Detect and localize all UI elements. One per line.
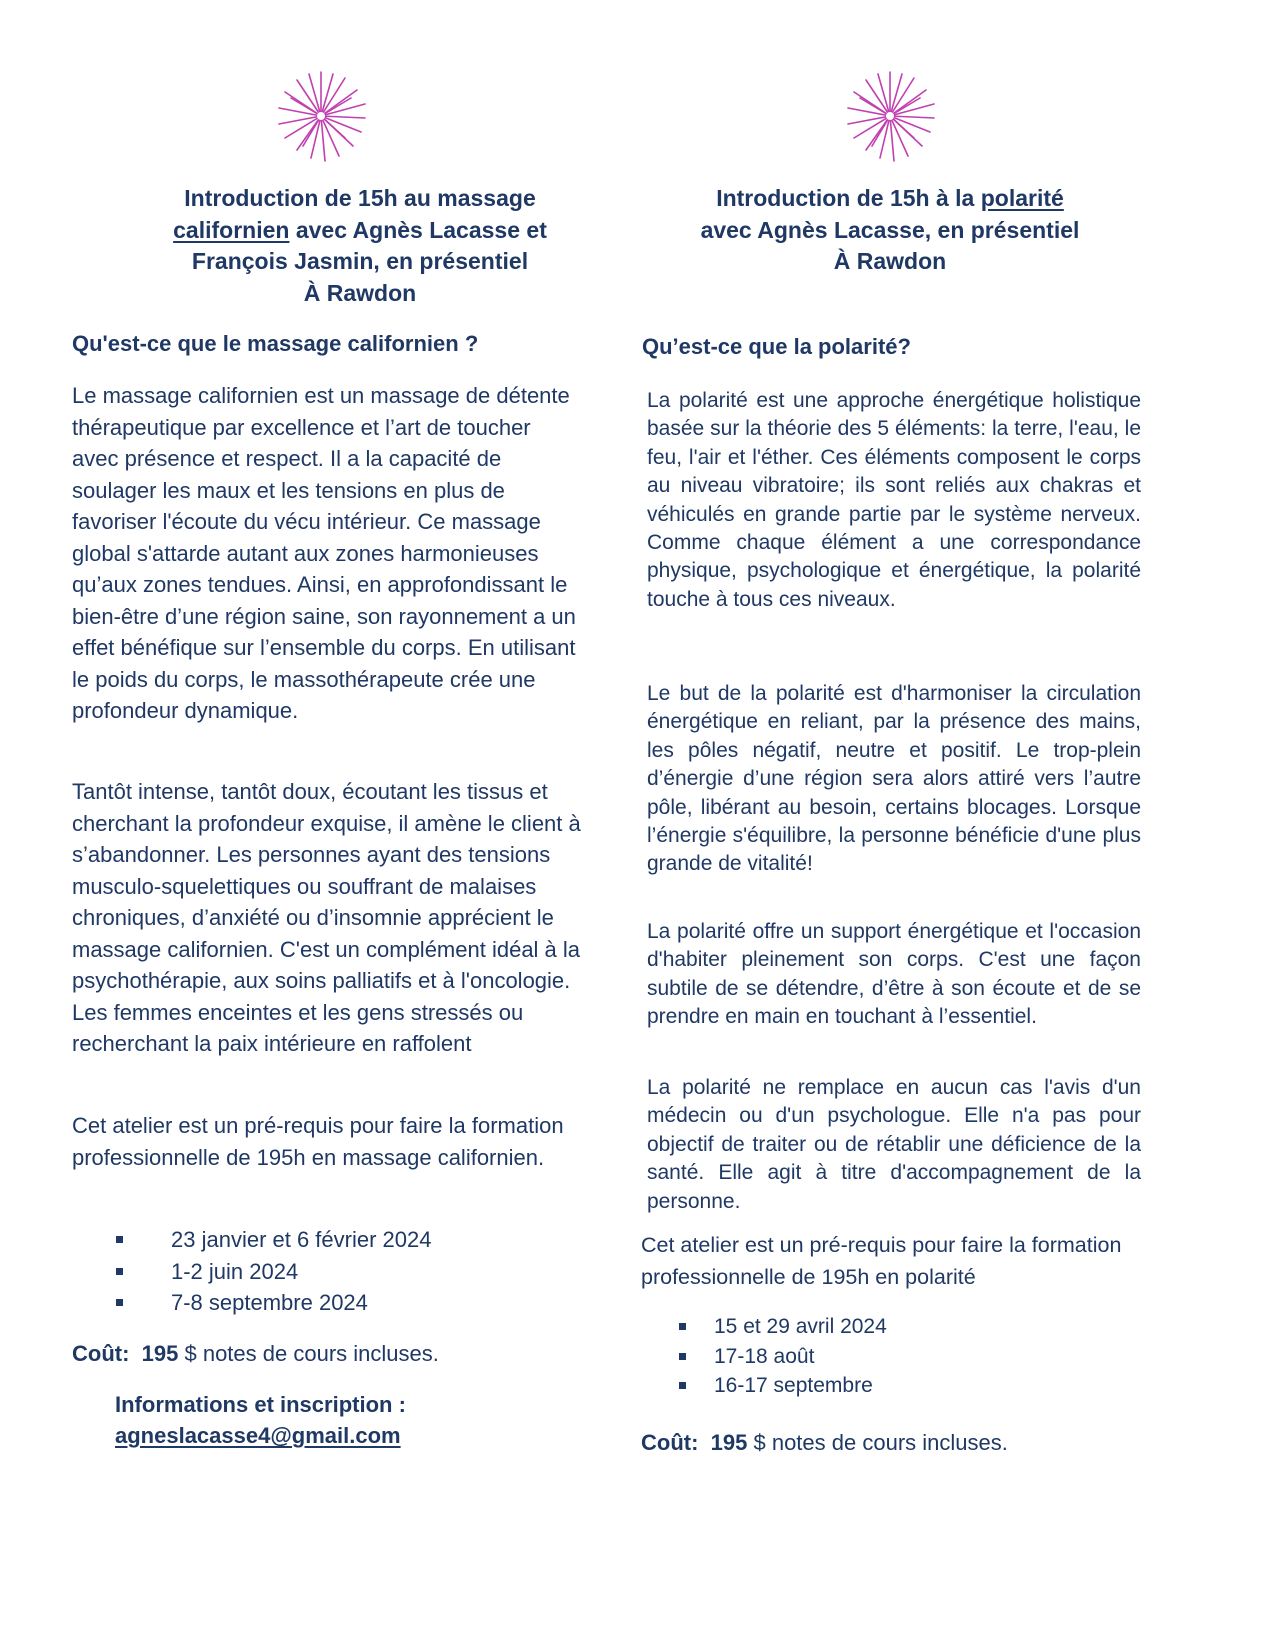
bullet-square-icon	[679, 1353, 686, 1360]
list-item: 15 et 29 avril 2024	[679, 1312, 1099, 1342]
right-title-line2: avec Agnès Lacasse, en présentiel	[700, 216, 1080, 243]
right-paragraph-1: La polarité est une approche énergétique holistique basée sur la théorie des 5 éléments: la terre, l'eau, le feu, l'air et l'éther. Ces éléments composent le corps au niveau vibratoire; ils sont reliés aux chakras et véhiculés en grande partie par le système nerveux. Comme chaque élément a une correspondance physique, psychologique et énergétique, la polarité touche à tous ces niveaux.	[647, 389, 1141, 611]
left-title	[130, 183, 590, 309]
list-item: 7-8 septembre 2024	[116, 1287, 556, 1319]
cost-label: Coût:	[72, 1341, 130, 1366]
left-title-line3: François Jasmin, en présentiel	[191, 248, 529, 274]
right-title-line1: Introduction de 15h à la polarité	[716, 185, 1064, 211]
left-paragraph-2: Tantôt intense, tantôt doux, écoutant les tissus et cherchant la profondeur exquise, il amène le client à s’abandonner. Les personnes ayant des tensions musculo-squelettiques ou souffrant de malaises chroniques, d’anxiété ou d’insomnie apprécient le massage californien. C'est un complément idéal à la psychothérapie, aux soins palliatifs et à l'oncologie. Les femmes enceintes et les gens stressés ou recherchant la paix intérieure en raffolent	[72, 779, 581, 1056]
list-item: 17-18 août	[679, 1342, 1099, 1372]
bullet-square-icon	[679, 1382, 686, 1389]
right-heading: Qu’est-ce que la polarité?	[642, 334, 911, 359]
left-title-line2: californien avec Agnès Lacasse et	[173, 216, 547, 243]
bullet-square-icon	[116, 1299, 123, 1306]
list-item: 1-2 juin 2024	[116, 1256, 556, 1288]
right-title-underlined: polarité	[980, 185, 1064, 211]
left-title-line1: Introduction de 15h au massage	[184, 185, 536, 211]
right-title-line3: À Rawdon	[833, 248, 947, 274]
right-paragraph-3: La polarité offre un support énergétique et l'occasion d'habiter pleinement son corps. C'est une façon subtile de se détendre, d’être à son écoute et de se prendre en main en touchant à l’essentiel.	[647, 920, 1141, 1029]
left-title-line4: À Rawdon	[303, 279, 417, 306]
firework-flower-icon	[273, 68, 369, 164]
left-title-underlined: californien	[173, 216, 290, 243]
cost-note: $ notes de cours incluses.	[178, 1341, 439, 1366]
cost-amount: 195	[141, 1341, 179, 1366]
cost-label: Coût:	[641, 1430, 699, 1455]
list-item: 23 janvier et 6 février 2024	[116, 1224, 556, 1256]
bullet-square-icon	[116, 1268, 123, 1275]
right-paragraph-5: Cet atelier est un pré-requis pour faire la formation professionnelle de 195h en polarité	[641, 1233, 1122, 1289]
right-paragraph-4: La polarité ne remplace en aucun cas l'avis d'un médecin ou d'un psychologue. Elle n'a pas pour objectif de traiter ou de rétablir une déficience de la santé. Elle agit à titre d'accompagnement de la personne.	[647, 1076, 1141, 1213]
left-cost	[72, 1339, 439, 1369]
right-title	[660, 183, 1120, 278]
cost-amount: 195	[710, 1430, 748, 1455]
left-paragraph-3: Cet atelier est un pré-requis pour faire la formation professionnelle de 195h en massage californien.	[72, 1113, 564, 1170]
left-dates-list	[116, 1224, 556, 1319]
right-dates-list	[679, 1312, 1099, 1401]
list-item: 16-17 septembre	[679, 1371, 1099, 1401]
left-heading: Qu'est-ce que le massage californien ?	[72, 331, 479, 356]
firework-flower-icon	[842, 68, 938, 164]
right-paragraph-2: Le but de la polarité est d'harmoniser la circulation énergétique en reliant, par la présence des mains, les pôles négatif, neutre et positif. Le trop-plein d’énergie d’une région sera alors attiré vers l’autre pôle, libérant au besoin, certains blocages. Lorsque l’énergie s'équilibre, la personne bénéficie d'une plus grande de vitalité!	[647, 682, 1141, 876]
bullet-square-icon	[679, 1323, 686, 1330]
right-cost	[641, 1428, 1008, 1458]
left-paragraph-1: Le massage californien est un massage de détente thérapeutique par excellence et l’art de toucher avec présence et respect. Il a la capacité de soulager les maux et les tensions en plus de favoriser l'écoute du vécu intérieur. Ce massage global s'attarde autant aux zones harmonieuses qu’aux zones tendues. Ainsi, en approfondissant le bien-être d’une région saine, son rayonnement a un effet bénéfique sur l’ensemble du corps. En utilisant le poids du corps, le massothérapeute crée une profondeur dynamique.	[72, 383, 576, 723]
cost-note: $ notes de cours incluses.	[747, 1430, 1008, 1455]
left-info	[115, 1389, 406, 1451]
info-label: Informations et inscription :	[115, 1392, 406, 1417]
email-link[interactable]: agneslacasse4@gmail.com	[115, 1423, 401, 1448]
bullet-square-icon	[116, 1236, 123, 1243]
